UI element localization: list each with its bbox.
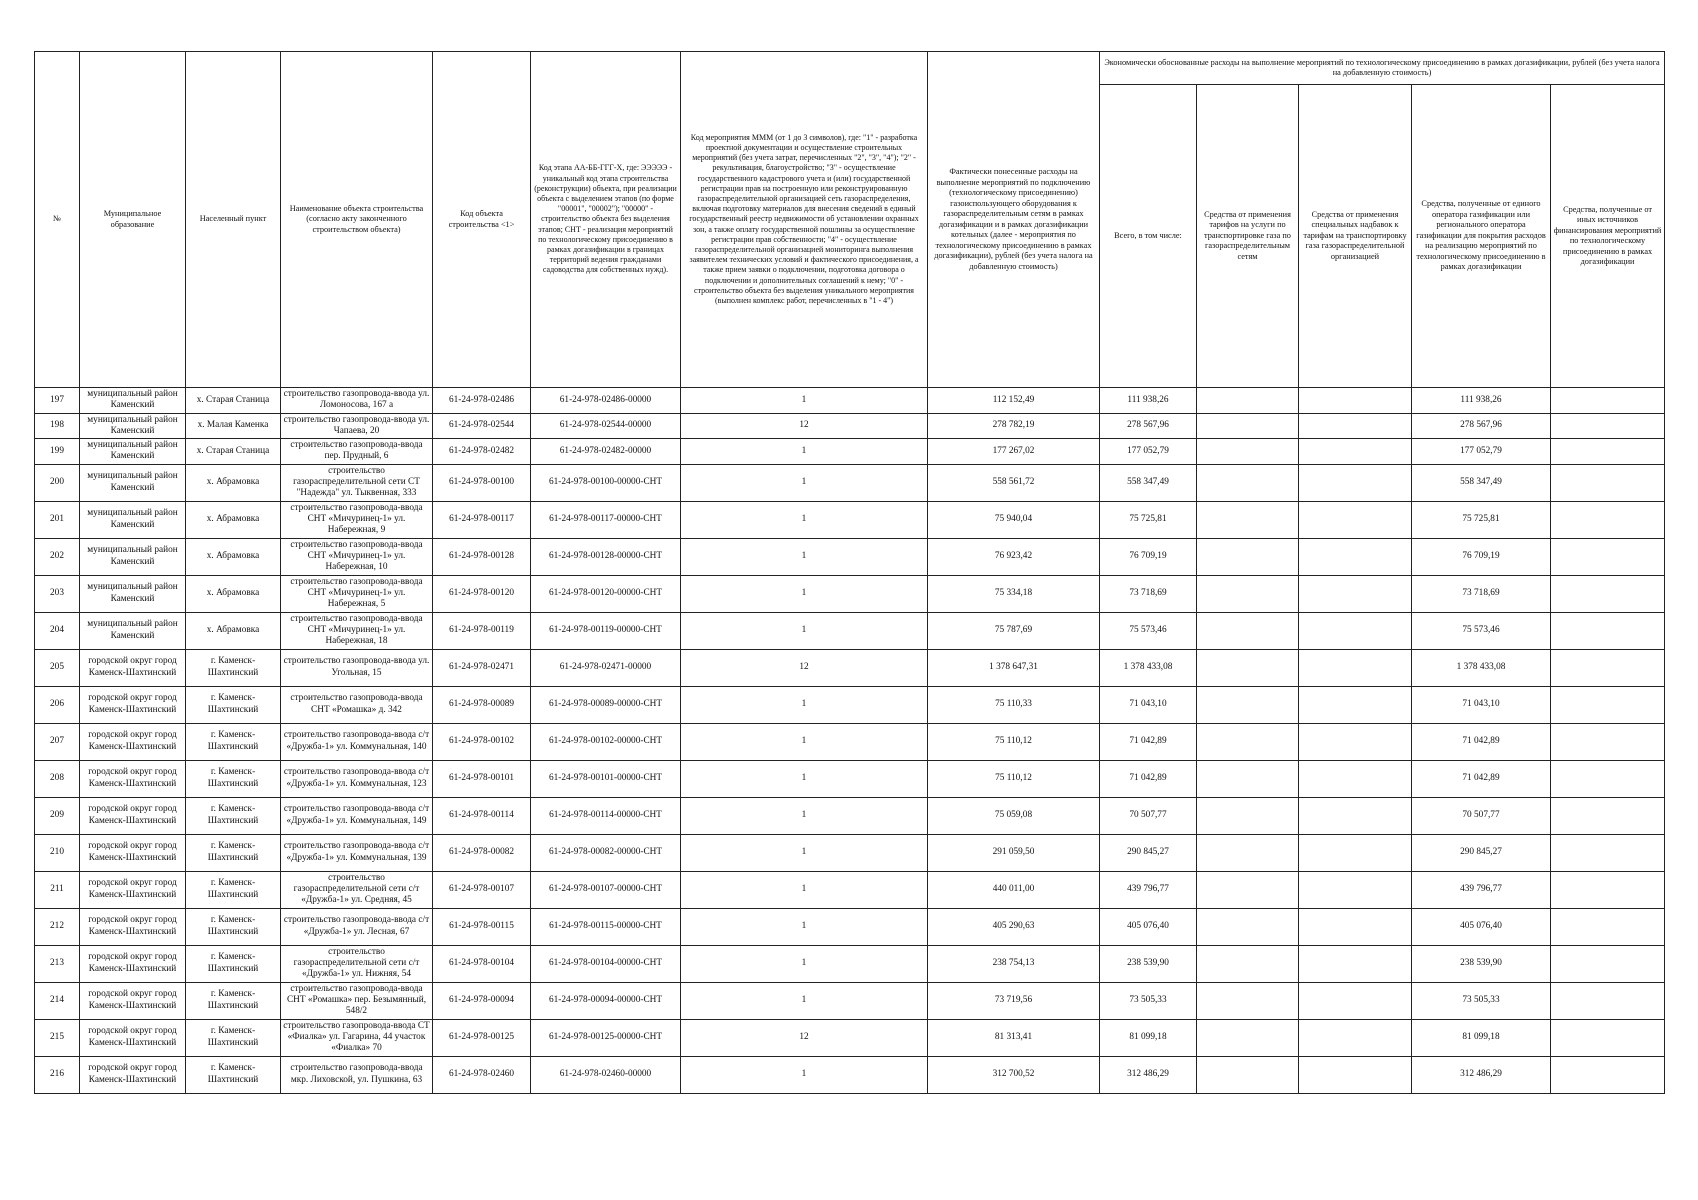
cell-actual-costs: 75 059,08 [928, 797, 1100, 834]
cell-object-code: 61-24-978-00120 [433, 575, 531, 612]
cell-actual-costs: 75 110,12 [928, 760, 1100, 797]
cell-num: 215 [35, 1019, 80, 1056]
cell-object-name: строительство газопровода-ввода мкр. Лиховской, ул. Пушкина, 63 [281, 1056, 433, 1093]
cell-object-code: 61-24-978-02482 [433, 439, 531, 465]
cell-actual-costs: 278 782,19 [928, 413, 1100, 439]
cell-tariff-funds [1197, 723, 1299, 760]
cell-markup-funds [1299, 834, 1412, 871]
cell-object-name: строительство газопровода-ввода СНТ «Мичуринец-1» ул. Набережная, 5 [281, 575, 433, 612]
cell-event-code: 1 [681, 612, 928, 649]
cell-object-name: строительство газопровода-ввода СТ «Фиалка» ул. Гагарина, 44 участок «Фиалка» 70 [281, 1019, 433, 1056]
cell-total: 71 043,10 [1100, 686, 1197, 723]
cell-settlement: х. Старая Станица [186, 388, 281, 414]
cell-other-funds [1551, 871, 1665, 908]
cell-municipality: городской округ город Каменск-Шахтинский [80, 649, 186, 686]
cell-num: 216 [35, 1056, 80, 1093]
cell-num: 205 [35, 649, 80, 686]
cell-total: 76 709,19 [1100, 538, 1197, 575]
cell-municipality: городской округ город Каменск-Шахтинский [80, 1056, 186, 1093]
cell-object-name: строительство газораспределительной сети с/т «Дружба-1» ул. Средняя, 45 [281, 871, 433, 908]
cell-actual-costs: 405 290,63 [928, 908, 1100, 945]
table-row [35, 439, 1665, 465]
cell-tariff-funds [1197, 982, 1299, 1019]
header-total: Всего, в том числе: [1100, 85, 1197, 388]
cell-operator-funds: 75 573,46 [1412, 612, 1551, 649]
table-row [35, 908, 1665, 945]
cell-object-name: строительство газопровода-ввода с/т «Дружба-1» ул. Коммунальная, 140 [281, 723, 433, 760]
table-row [35, 1019, 1665, 1056]
cell-operator-funds: 439 796,77 [1412, 871, 1551, 908]
cell-other-funds [1551, 760, 1665, 797]
cell-operator-funds: 70 507,77 [1412, 797, 1551, 834]
cell-settlement: х. Абрамовка [186, 612, 281, 649]
cell-stage-code: 61-24-978-00107-00000-СНТ [531, 871, 681, 908]
cell-other-funds [1551, 388, 1665, 414]
cell-markup-funds [1299, 686, 1412, 723]
cell-total: 439 796,77 [1100, 871, 1197, 908]
cell-settlement: г. Каменск-Шахтинский [186, 871, 281, 908]
cell-settlement: г. Каменск-Шахтинский [186, 982, 281, 1019]
cell-markup-funds [1299, 1056, 1412, 1093]
table-row [35, 388, 1665, 414]
cell-settlement: г. Каменск-Шахтинский [186, 1019, 281, 1056]
cell-stage-code: 61-24-978-00102-00000-СНТ [531, 723, 681, 760]
cell-num: 198 [35, 413, 80, 439]
header-markup-funds: Средства от применения специальных надбавок к тарифам на транспортировку газа газораспределительной организацией [1299, 85, 1412, 388]
cell-municipality: муниципальный район Каменский [80, 439, 186, 465]
cell-object-code: 61-24-978-02460 [433, 1056, 531, 1093]
cell-operator-funds: 238 539,90 [1412, 945, 1551, 982]
cell-stage-code: 61-24-978-02482-00000 [531, 439, 681, 465]
cell-stage-code: 61-24-978-00082-00000-СНТ [531, 834, 681, 871]
cell-total: 75 573,46 [1100, 612, 1197, 649]
cell-stage-code: 61-24-978-00125-00000-СНТ [531, 1019, 681, 1056]
cell-operator-funds: 73 505,33 [1412, 982, 1551, 1019]
cell-markup-funds [1299, 439, 1412, 465]
cell-total: 405 076,40 [1100, 908, 1197, 945]
cell-actual-costs: 75 787,69 [928, 612, 1100, 649]
header-settlement: Населенный пункт [186, 52, 281, 388]
cell-object-name: строительство газопровода-ввода с/т «Дружба-1» ул. Коммунальная, 149 [281, 797, 433, 834]
cell-event-code: 1 [681, 982, 928, 1019]
cell-num: 212 [35, 908, 80, 945]
cell-object-code: 61-24-978-00125 [433, 1019, 531, 1056]
cell-object-name: строительство газопровода-ввода СНТ «Мичуринец-1» ул. Набережная, 18 [281, 612, 433, 649]
cell-total: 111 938,26 [1100, 388, 1197, 414]
cell-operator-funds: 71 042,89 [1412, 723, 1551, 760]
cell-object-code: 61-24-978-00100 [433, 464, 531, 501]
cell-event-code: 1 [681, 871, 928, 908]
cell-stage-code: 61-24-978-00115-00000-СНТ [531, 908, 681, 945]
cell-event-code: 1 [681, 834, 928, 871]
cell-stage-code: 61-24-978-02544-00000 [531, 413, 681, 439]
cell-other-funds [1551, 945, 1665, 982]
cell-tariff-funds [1197, 501, 1299, 538]
cell-settlement: г. Каменск-Шахтинский [186, 723, 281, 760]
cell-event-code: 1 [681, 388, 928, 414]
cell-other-funds [1551, 612, 1665, 649]
cell-num: 203 [35, 575, 80, 612]
cell-settlement: г. Каменск-Шахтинский [186, 834, 281, 871]
table-row [35, 723, 1665, 760]
table-body [35, 388, 1665, 1094]
cell-total: 81 099,18 [1100, 1019, 1197, 1056]
cell-stage-code: 61-24-978-00094-00000-СНТ [531, 982, 681, 1019]
cell-markup-funds [1299, 945, 1412, 982]
cell-other-funds [1551, 413, 1665, 439]
cell-other-funds [1551, 575, 1665, 612]
cell-tariff-funds [1197, 464, 1299, 501]
cell-actual-costs: 558 561,72 [928, 464, 1100, 501]
cell-tariff-funds [1197, 797, 1299, 834]
cell-settlement: г. Каменск-Шахтинский [186, 760, 281, 797]
cell-actual-costs: 440 011,00 [928, 871, 1100, 908]
table-row [35, 464, 1665, 501]
cell-stage-code: 61-24-978-02471-00000 [531, 649, 681, 686]
cell-actual-costs: 75 940,04 [928, 501, 1100, 538]
cell-object-code: 61-24-978-00082 [433, 834, 531, 871]
cell-actual-costs: 238 754,13 [928, 945, 1100, 982]
cell-municipality: городской округ город Каменск-Шахтинский [80, 760, 186, 797]
cell-operator-funds: 75 725,81 [1412, 501, 1551, 538]
cell-other-funds [1551, 1019, 1665, 1056]
cell-stage-code: 61-24-978-00117-00000-СНТ [531, 501, 681, 538]
table-row [35, 413, 1665, 439]
table-row [35, 760, 1665, 797]
cell-settlement: х. Малая Каменка [186, 413, 281, 439]
cell-markup-funds [1299, 871, 1412, 908]
cell-other-funds [1551, 501, 1665, 538]
cell-municipality: городской округ город Каменск-Шахтинский [80, 1019, 186, 1056]
cell-object-code: 61-24-978-00114 [433, 797, 531, 834]
cell-other-funds [1551, 538, 1665, 575]
cell-municipality: городской округ город Каменск-Шахтинский [80, 871, 186, 908]
table-row [35, 982, 1665, 1019]
header-event-code: Код мероприятия МММ (от 1 до 3 символов), где: "1" - разработка проектной документации и осуществление строительных мероприятий (без учета затрат, перечисленных "2", "3", "4"); "2" - рекультивация, благоустройство; "3" - осуществление государственного кадастрового учета и (или) государственной регистрации прав на построенную или реконструированную газораспределительной организацией сеть газораспределения, включая подготовку материалов для внесения сведений в единый государственный реестр недвижимости об установлении охранных зон, а также оплату государственной пошлины за осуществление регистрации прав собственности; "4" - осуществление газораспределительной организацией мониторинга выполнения заявителем технических условий и фактического присоединения, а также прием заявки о подключении, подготовка договора о подключении и дополнительных соглашений к нему; "0" - строительство объекта без выделения уникального мероприятия (выполнен комплекс работ, перечисленных в "1 - 4") [681, 52, 928, 388]
cell-object-code: 61-24-978-00089 [433, 686, 531, 723]
cell-municipality: муниципальный район Каменский [80, 501, 186, 538]
cell-total: 73 505,33 [1100, 982, 1197, 1019]
table-row [35, 649, 1665, 686]
cell-object-name: строительство газопровода-ввода с/т «Дружба-1» ул. Коммунальная, 139 [281, 834, 433, 871]
cell-actual-costs: 75 110,33 [928, 686, 1100, 723]
cell-settlement: х. Абрамовка [186, 575, 281, 612]
cell-other-funds [1551, 723, 1665, 760]
table-row [35, 1056, 1665, 1093]
cell-settlement: х. Старая Станица [186, 439, 281, 465]
cell-municipality: муниципальный район Каменский [80, 388, 186, 414]
cell-stage-code: 61-24-978-00128-00000-СНТ [531, 538, 681, 575]
cell-object-name: строительство газораспределительной сети СТ "Надежда" ул. Тыквенная, 333 [281, 464, 433, 501]
cell-municipality: городской округ город Каменск-Шахтинский [80, 797, 186, 834]
cell-settlement: г. Каменск-Шахтинский [186, 649, 281, 686]
cell-actual-costs: 76 923,42 [928, 538, 1100, 575]
cell-municipality: муниципальный район Каменский [80, 413, 186, 439]
cell-total: 290 845,27 [1100, 834, 1197, 871]
cell-tariff-funds [1197, 612, 1299, 649]
cell-stage-code: 61-24-978-00119-00000-СНТ [531, 612, 681, 649]
cell-stage-code: 61-24-978-00101-00000-СНТ [531, 760, 681, 797]
cell-actual-costs: 73 719,56 [928, 982, 1100, 1019]
cell-operator-funds: 71 042,89 [1412, 760, 1551, 797]
cell-num: 208 [35, 760, 80, 797]
cell-object-code: 61-24-978-00115 [433, 908, 531, 945]
cell-stage-code: 61-24-978-00104-00000-СНТ [531, 945, 681, 982]
cell-num: 200 [35, 464, 80, 501]
cell-object-name: строительство газораспределительной сети с/т «Дружба-1» ул. Нижняя, 54 [281, 945, 433, 982]
cell-municipality: городской округ город Каменск-Шахтинский [80, 982, 186, 1019]
cell-tariff-funds [1197, 945, 1299, 982]
cell-settlement: г. Каменск-Шахтинский [186, 686, 281, 723]
cell-markup-funds [1299, 908, 1412, 945]
cell-municipality: муниципальный район Каменский [80, 612, 186, 649]
cell-event-code: 12 [681, 649, 928, 686]
cell-operator-funds: 111 938,26 [1412, 388, 1551, 414]
header-municipality: Муниципальное образование [80, 52, 186, 388]
cell-total: 71 042,89 [1100, 760, 1197, 797]
cell-operator-funds: 76 709,19 [1412, 538, 1551, 575]
cell-tariff-funds [1197, 649, 1299, 686]
cell-event-code: 1 [681, 1056, 928, 1093]
cell-event-code: 1 [681, 945, 928, 982]
cell-tariff-funds [1197, 908, 1299, 945]
header-stage-code: Код этапа АА-ББ-ГГГ-Х, где: ЭЭЭЭЭ - уникальный код этапа строительства (реконструкции) объекта, при реализации объекта с выделением этапов (по форме "00001", "00002"); "00000" - строительство объекта без выделения этапов; СНТ - реализация мероприятий по технологическому присоединению в рамках догазификации в границах территорий ведения гражданами садоводства для собственных нужд). [531, 52, 681, 388]
cell-total: 278 567,96 [1100, 413, 1197, 439]
cell-operator-funds: 81 099,18 [1412, 1019, 1551, 1056]
cell-event-code: 12 [681, 1019, 928, 1056]
cell-municipality: муниципальный район Каменский [80, 464, 186, 501]
header-num: № [35, 52, 80, 388]
cell-operator-funds: 177 052,79 [1412, 439, 1551, 465]
cell-settlement: х. Абрамовка [186, 464, 281, 501]
cell-event-code: 1 [681, 723, 928, 760]
cell-tariff-funds [1197, 575, 1299, 612]
cell-markup-funds [1299, 612, 1412, 649]
cell-other-funds [1551, 649, 1665, 686]
cell-municipality: городской округ город Каменск-Шахтинский [80, 723, 186, 760]
cell-actual-costs: 1 378 647,31 [928, 649, 1100, 686]
cell-stage-code: 61-24-978-02486-00000 [531, 388, 681, 414]
cell-operator-funds: 1 378 433,08 [1412, 649, 1551, 686]
cell-operator-funds: 278 567,96 [1412, 413, 1551, 439]
cell-object-code: 61-24-978-00102 [433, 723, 531, 760]
cell-stage-code: 61-24-978-00114-00000-СНТ [531, 797, 681, 834]
cell-object-name: строительство газопровода-ввода пер. Прудный, 6 [281, 439, 433, 465]
cell-other-funds [1551, 1056, 1665, 1093]
cell-object-code: 61-24-978-02544 [433, 413, 531, 439]
table-row [35, 575, 1665, 612]
cell-event-code: 1 [681, 908, 928, 945]
cell-markup-funds [1299, 723, 1412, 760]
cell-object-code: 61-24-978-00128 [433, 538, 531, 575]
cell-tariff-funds [1197, 1019, 1299, 1056]
cell-event-code: 1 [681, 686, 928, 723]
cell-object-code: 61-24-978-00094 [433, 982, 531, 1019]
cell-actual-costs: 75 110,12 [928, 723, 1100, 760]
cell-total: 73 718,69 [1100, 575, 1197, 612]
cell-num: 201 [35, 501, 80, 538]
cell-settlement: х. Абрамовка [186, 538, 281, 575]
cell-object-name: строительство газопровода-ввода СНТ «Мичуринец-1» ул. Набережная, 9 [281, 501, 433, 538]
cell-tariff-funds [1197, 439, 1299, 465]
cell-markup-funds [1299, 538, 1412, 575]
header-object-name: Наименование объекта строительства (согласно акту законченного строительством объекта) [281, 52, 433, 388]
cell-settlement: г. Каменск-Шахтинский [186, 945, 281, 982]
header-tariff-funds: Средства от применения тарифов на услуги по транспортировке газа по газораспределительным сетям [1197, 85, 1299, 388]
cell-object-code: 61-24-978-00107 [433, 871, 531, 908]
cell-total: 238 539,90 [1100, 945, 1197, 982]
table-row [35, 945, 1665, 982]
cell-actual-costs: 177 267,02 [928, 439, 1100, 465]
cell-tariff-funds [1197, 760, 1299, 797]
cell-num: 197 [35, 388, 80, 414]
cell-actual-costs: 75 334,18 [928, 575, 1100, 612]
cell-total: 70 507,77 [1100, 797, 1197, 834]
cell-object-code: 61-24-978-00101 [433, 760, 531, 797]
cell-event-code: 1 [681, 439, 928, 465]
cell-num: 204 [35, 612, 80, 649]
cell-tariff-funds [1197, 871, 1299, 908]
cell-other-funds [1551, 908, 1665, 945]
cell-event-code: 1 [681, 575, 928, 612]
header-operator-funds: Средства, полученные от единого оператора газификации или регионального оператора газификации для покрытия расходов на реализацию мероприятий по технологическому присоединению в рамках догазификации [1412, 85, 1551, 388]
cell-markup-funds [1299, 982, 1412, 1019]
cell-municipality: городской округ город Каменск-Шахтинский [80, 686, 186, 723]
cell-num: 207 [35, 723, 80, 760]
cell-tariff-funds [1197, 538, 1299, 575]
cell-other-funds [1551, 834, 1665, 871]
cell-municipality: муниципальный район Каменский [80, 575, 186, 612]
cell-operator-funds: 405 076,40 [1412, 908, 1551, 945]
header-other-funds: Средства, полученные от иных источников финансирования мероприятий по технологическому присоединению в рамках догазификации [1551, 85, 1665, 388]
cell-stage-code: 61-24-978-00120-00000-СНТ [531, 575, 681, 612]
cell-municipality: городской округ город Каменск-Шахтинский [80, 945, 186, 982]
data-table [34, 51, 1665, 1094]
cell-event-code: 1 [681, 760, 928, 797]
cell-settlement: г. Каменск-Шахтинский [186, 797, 281, 834]
cell-num: 211 [35, 871, 80, 908]
cell-actual-costs: 112 152,49 [928, 388, 1100, 414]
cell-num: 210 [35, 834, 80, 871]
cell-object-code: 61-24-978-00119 [433, 612, 531, 649]
cell-event-code: 1 [681, 501, 928, 538]
cell-object-name: строительство газопровода-ввода с/т «Дружба-1» ул. Коммунальная, 123 [281, 760, 433, 797]
cell-markup-funds [1299, 649, 1412, 686]
cell-num: 202 [35, 538, 80, 575]
cell-object-name: строительство газопровода-ввода с/т «Дружба-1» ул. Лесная, 67 [281, 908, 433, 945]
cell-tariff-funds [1197, 834, 1299, 871]
cell-markup-funds [1299, 501, 1412, 538]
header-object-code: Код объекта строительства <1> [433, 52, 531, 388]
cell-object-name: строительство газопровода-ввода ул. Угольная, 15 [281, 649, 433, 686]
cell-other-funds [1551, 982, 1665, 1019]
cell-total: 1 378 433,08 [1100, 649, 1197, 686]
cell-tariff-funds [1197, 686, 1299, 723]
cell-operator-funds: 73 718,69 [1412, 575, 1551, 612]
cell-other-funds [1551, 686, 1665, 723]
cell-actual-costs: 291 059,50 [928, 834, 1100, 871]
table-row [35, 501, 1665, 538]
cell-municipality: городской округ город Каменск-Шахтинский [80, 908, 186, 945]
table-row [35, 871, 1665, 908]
cell-markup-funds [1299, 575, 1412, 612]
table-row [35, 538, 1665, 575]
cell-municipality: муниципальный район Каменский [80, 538, 186, 575]
cell-markup-funds [1299, 388, 1412, 414]
cell-markup-funds [1299, 413, 1412, 439]
cell-tariff-funds [1197, 1056, 1299, 1093]
cell-total: 312 486,29 [1100, 1056, 1197, 1093]
cell-markup-funds [1299, 464, 1412, 501]
cell-municipality: городской округ город Каменск-Шахтинский [80, 834, 186, 871]
cell-operator-funds: 71 043,10 [1412, 686, 1551, 723]
cell-actual-costs: 81 313,41 [928, 1019, 1100, 1056]
cell-operator-funds: 290 845,27 [1412, 834, 1551, 871]
cell-stage-code: 61-24-978-02460-00000 [531, 1056, 681, 1093]
cell-total: 558 347,49 [1100, 464, 1197, 501]
cell-settlement: г. Каменск-Шахтинский [186, 1056, 281, 1093]
cell-object-code: 61-24-978-00104 [433, 945, 531, 982]
cell-actual-costs: 312 700,52 [928, 1056, 1100, 1093]
cell-num: 214 [35, 982, 80, 1019]
cell-markup-funds [1299, 797, 1412, 834]
cell-settlement: г. Каменск-Шахтинский [186, 908, 281, 945]
table-row [35, 797, 1665, 834]
cell-tariff-funds [1197, 388, 1299, 414]
cell-object-code: 61-24-978-00117 [433, 501, 531, 538]
cell-num: 209 [35, 797, 80, 834]
cell-object-name: строительство газопровода-ввода СНТ «Ромашка» д. 342 [281, 686, 433, 723]
table-row [35, 834, 1665, 871]
cell-other-funds [1551, 797, 1665, 834]
cell-total: 75 725,81 [1100, 501, 1197, 538]
cell-object-code: 61-24-978-02486 [433, 388, 531, 414]
cell-stage-code: 61-24-978-00089-00000-СНТ [531, 686, 681, 723]
cell-event-code: 12 [681, 413, 928, 439]
cell-stage-code: 61-24-978-00100-00000-СНТ [531, 464, 681, 501]
cell-object-name: строительство газопровода-ввода СНТ «Ромашка» пер. Безымянный, 548/2 [281, 982, 433, 1019]
table-header [35, 52, 1665, 388]
cell-event-code: 1 [681, 464, 928, 501]
cell-event-code: 1 [681, 797, 928, 834]
cell-other-funds [1551, 439, 1665, 465]
header-actual-costs: Фактически понесенные расходы на выполнение мероприятий по подключению (технологическому присоединению) газоиспользующего оборудования к газораспределительным сетям в рамках догазификации и в рамках догазификации котельных (далее - мероприятия по технологическому присоединению в рамках догазификации), рублей (без учета налога на добавленную стоимость) [928, 52, 1100, 388]
cell-num: 199 [35, 439, 80, 465]
cell-object-name: строительство газопровода-ввода СНТ «Мичуринец-1» ул. Набережная, 10 [281, 538, 433, 575]
cell-markup-funds [1299, 760, 1412, 797]
cell-operator-funds: 312 486,29 [1412, 1056, 1551, 1093]
header-group-justified-costs: Экономически обоснованные расходы на выполнение мероприятий по технологическому присоединению в рамках догазификации, рублей (без учета налога на добавленную стоимость) [1100, 52, 1665, 85]
cell-settlement: х. Абрамовка [186, 501, 281, 538]
cell-operator-funds: 558 347,49 [1412, 464, 1551, 501]
cell-total: 177 052,79 [1100, 439, 1197, 465]
cell-event-code: 1 [681, 538, 928, 575]
cell-tariff-funds [1197, 413, 1299, 439]
cell-num: 213 [35, 945, 80, 982]
cell-other-funds [1551, 464, 1665, 501]
cell-object-name: строительство газопровода-ввода ул. Чапаева, 20 [281, 413, 433, 439]
table-row [35, 612, 1665, 649]
cell-total: 71 042,89 [1100, 723, 1197, 760]
cell-num: 206 [35, 686, 80, 723]
table-row [35, 686, 1665, 723]
cell-object-code: 61-24-978-02471 [433, 649, 531, 686]
cell-object-name: строительство газопровода-ввода ул. Ломоносова, 167 а [281, 388, 433, 414]
cell-markup-funds [1299, 1019, 1412, 1056]
